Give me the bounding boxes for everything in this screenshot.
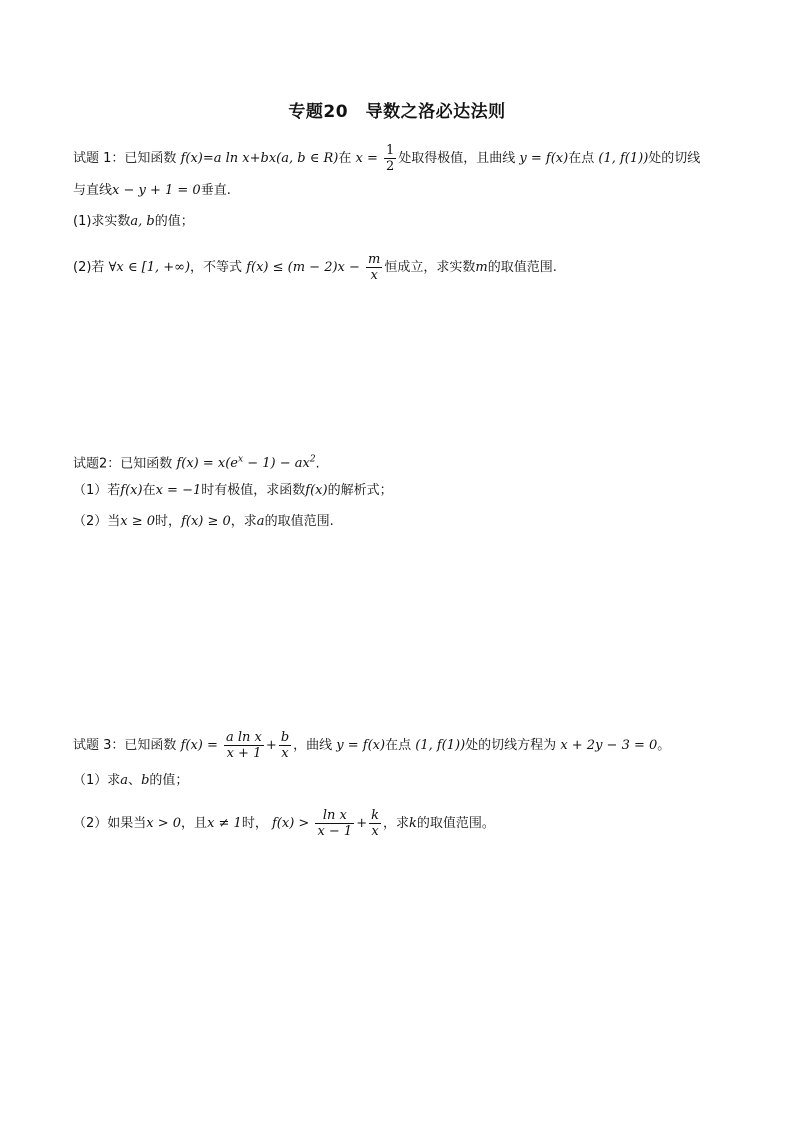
q2-part-2: （2）当x ≥ 0时，f(x) ≥ 0，求a的取值范围. xyxy=(73,514,334,529)
q2-function: $f(x) = x(e^x - 1) - ax^2$ xyxy=(176,455,316,472)
q1-part-2: (2)若 ∀x ∈ [1, +∞)，不等式 f(x) ≤ (m − 2)x − $\frac{m}{x}$ 恒成立，求实数m的取值范围. xyxy=(73,252,557,283)
q1-stem-line-2: 与直线x − y + 1 = 0垂直. xyxy=(73,183,231,198)
q1-part-1: (1)求实数a, b的值； xyxy=(73,214,194,229)
page-title: 专题20 导数之洛必达法则 xyxy=(288,102,506,122)
q3-fraction-a-lnx: $\frac{\text{a ln x}}{x + 1}$ xyxy=(226,730,262,761)
q2-stem-line: 试题2：已知函数 $f(x) = x(e^x - 1) - ax^2$. xyxy=(73,455,320,472)
q1-function: f(x)=a ln x+bx(a, b ∈ R) xyxy=(180,151,339,166)
q3-tangent-equation: x + 2y − 3 = 0 xyxy=(560,738,658,753)
q2-part-1: （1）若f(x)在x = −1时有极值，求函数f(x)的解析式； xyxy=(73,483,393,498)
q1-half-fraction: $\frac{1}{2}$ xyxy=(385,143,395,174)
q3-stem-line: 试题 3：已知函数 f(x) = $\frac{\text{a ln x}}{x + 1}$ + $\frac{b}{x}$ ，曲线 y = f(x)在点 (1, f(1))处的切线方程为 x + 2y − 3 = 0。 xyxy=(73,730,671,761)
q3-label: 试题 3： xyxy=(73,738,125,753)
q3-part-2: （2）如果当x > 0，且x ≠ 1时， f(x) > $\frac{\text{ln x}}{x - 1}$ + $\frac{k}{x}$ ，求k的取值范围。 xyxy=(73,808,495,839)
q2-label: 试题2： xyxy=(73,456,121,472)
q3-fraction-k-over-x: $\frac{k}{x}$ xyxy=(371,808,379,839)
q1-m-over-x-fraction: $\frac{m}{x}$ xyxy=(368,252,381,283)
q3-fraction-lnx-over-x-minus-1: $\frac{\text{ln x}}{x - 1}$ xyxy=(317,808,353,839)
q1-label: 试题 1： xyxy=(73,151,125,166)
q3-fraction-b-over-x: $\frac{b}{x}$ xyxy=(280,730,290,761)
q1-line-equation: x − y + 1 = 0 xyxy=(112,183,201,198)
q1-stem-line: 试题 1：已知函数 f(x)=a ln x+bx(a, b ∈ R)在 x = $\frac{1}{2}$ 处取得极值，且曲线 y = f(x)在点 (1, f(1))处的切线 xyxy=(73,143,701,174)
q3-part-1: （1）求a、b的值； xyxy=(73,773,189,788)
